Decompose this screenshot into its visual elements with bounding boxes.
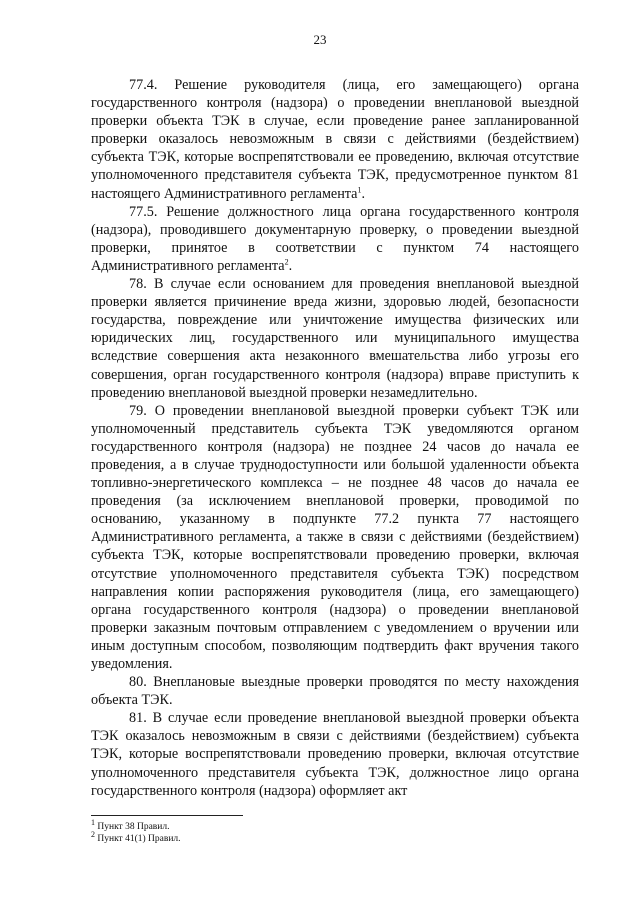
paragraph-suffix: . [361, 185, 366, 202]
paragraph-79 [91, 402, 579, 673]
paragraph-suffix: . [288, 257, 293, 274]
paragraph-text: 81. В случае если проведение внеплановой выездной проверки объекта ТЭК оказалось невозможным в связи с действиями (бездействием) субъекта ТЭК, которые воспрепятствовали проведению проверки, включая отсутствие уполномоченного представителя субъекта ТЭК, должностное лицо органа государственного контроля (надзора) оформляет акт [91, 710, 579, 799]
footnote-text: Пункт 41(1) Правил. [95, 834, 181, 844]
page-number: 23 [313, 32, 327, 47]
footnotes [91, 817, 391, 845]
footnote-text: Пункт 38 Правил. [95, 822, 170, 832]
footnote-ref: 1 [357, 184, 362, 194]
paragraph-77-5 [91, 203, 579, 275]
paragraph-text: 80. Внеплановые выездные проверки проводятся по месту нахождения объекта ТЭК. [91, 674, 579, 709]
body-text [91, 76, 579, 800]
footnote-divider [91, 815, 243, 816]
footnote-2 [91, 829, 391, 845]
footnote-mark: 2 [91, 829, 95, 839]
footnote-1 [91, 817, 391, 833]
paragraph-81 [91, 709, 579, 799]
footnote-ref: 2 [284, 257, 289, 267]
paragraph-text: 77.5. Решение должностного лица органа государственного контроля (надзора), проводившего документарную проверку, о проведении выездной проверки, принятое в соответствии с пунктом 74 настоящего Административного регламента [91, 203, 579, 274]
paragraph-78 [91, 275, 579, 402]
paragraph-80 [91, 673, 579, 709]
paragraph-77-4 [91, 76, 579, 203]
paragraph-text: 79. О проведении внеплановой выездной проверки субъект ТЭК или уполномоченный представитель субъекта ТЭК уведомляются органом государственного контроля (надзора) не позднее 24 часов до начала ее проведения, а в случае труднодоступности или большой удаленности объекта топливно-энергетического комплекса – не позднее 48 часов до начала ее проведения (за исключением внеплановой проверки, проводимой по основанию, указанному в подпункте 77.2 пункта 77 настоящего Административного регламента, а также в связи с действиями (бездействием) субъекта ТЭК, которые воспрепятствовали проведению проверки, включая отсутствие уполномоченного представителя субъекта ТЭК) посредством направления копии распоряжения руководителя (лица, его замещающего) органа государственного контроля (надзора) о проведении внеплановой проверки заказным почтовым отправлением с уведомлением о вручении или иным доступным способом, позволяющим подтвердить факт вручения такого уведомления. [91, 402, 579, 672]
paragraph-text: 77.4. Решение руководителя (лица, его замещающего) органа государственного контроля (надзора) о проведении внеплановой выездной проверки объекта ТЭК в случае, если проведение ранее запланированной проверки оказалось невозможным в связи с действиями (бездействием) субъекта ТЭК, которые воспрепятствовали ее проведению, включая отсутствие уполномоченного представителя субъекта ТЭК, предусмотренное пунктом 81 настоящего Административного регламента [91, 77, 579, 202]
footnote-mark: 1 [91, 817, 95, 827]
paragraph-text: 78. В случае если основанием для проведения внеплановой выездной проверки является причинение вреда жизни, здоровью людей, безопасности государства, повреждение или уничтожение имущества физических или юридических лиц, государственного или муниципального имущества вследствие совершения акта незаконного вмешательства либо угрозы его совершения, орган государственного контроля (надзора) вправе приступить к проведению внеплановой выездной проверки незамедлительно. [91, 276, 579, 401]
